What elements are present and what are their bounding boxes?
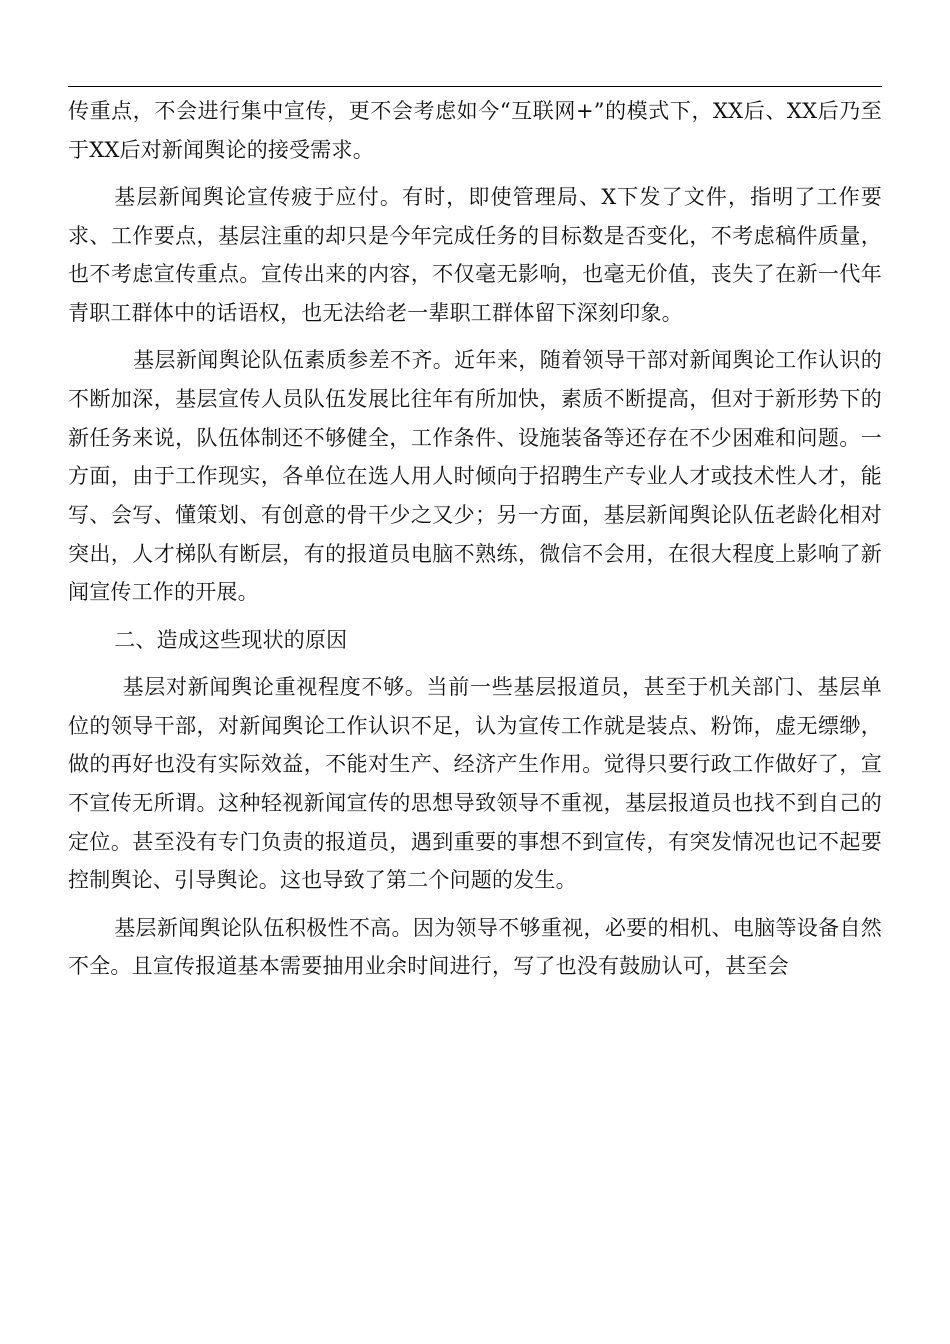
paragraph-low-motivation: 基层新闻舆论队伍积极性不高。因为领导不够重视，必要的相机、电脑等设备自然不全。且宣传报道基本需要抽用业余时间进行，写了也没有鼓励认可，甚至会 <box>68 915 882 979</box>
section-heading-causes: 二、造成这些现状的原因 <box>114 627 348 652</box>
paragraph-insufficient-attention: 基层对新闻舆论重视程度不够。当前一些基层报道员，甚至于机关部门、基层单位的领导干部，对新闻舆论工作认识不足，认为宣传工作就是装点、粉饰，虚无缥缈，做的再好也没有实际效益，不能对生产、经济产生作用。觉得只要行政工作做好了，宣不宣传无所谓。这种轻视新闻宣传的思想导致领导不重视，基层报道员也找不到自己的定位。甚至没有专门负责的报道员，遇到重要的事想不到宣传，有突发情况也记不起要控制舆论、引导舆论。这也导致了第二个问题的发生。 <box>68 674 882 893</box>
paragraph-continuation: 传重点，不会进行集中宣传，更不会考虑如今“互联网+”的模式下，XX后、XX后乃至于XX后对新闻舆论的接受需求。 <box>68 99 882 162</box>
body-text <box>68 92 882 986</box>
paragraph-team-quality: 基层新闻舆论队伍素质参差不齐。近年来，随着领导干部对新闻舆论工作认识的不断加深，基层宣传人员队伍发展比往年有所加快，素质不断提高，但对于新形势下的新任务来说，队伍体制还不够健全，工作条件、设施装备等还存在不少困难和问题。一方面，由于工作现实，各单位在选人用人时倾向于招聘生产专业人才或技术性人才，能写、会写、懂策划、有创意的骨干少之又少；另一方面，基层新闻舆论队伍老龄化相对突出，人才梯队有断层，有的报道员电脑不熟练，微信不会用，在很大程度上影响了新闻宣传工作的开展。 <box>68 348 882 605</box>
paragraph-publicity-coping: 基层新闻舆论宣传疲于应付。有时，即使管理局、X下发了文件，指明了工作要求、工作要点，基层注重的却只是今年完成任务的目标数是否变化，不考虑稿件质量，也不考虑宣传重点。宣传出来的内容，不仅毫无影响，也毫无价值，丧失了在新一代年青职工群体中的话语权，也无法给老一辈职工群体留下深刻印象。 <box>68 184 882 326</box>
header-rule <box>68 86 882 87</box>
